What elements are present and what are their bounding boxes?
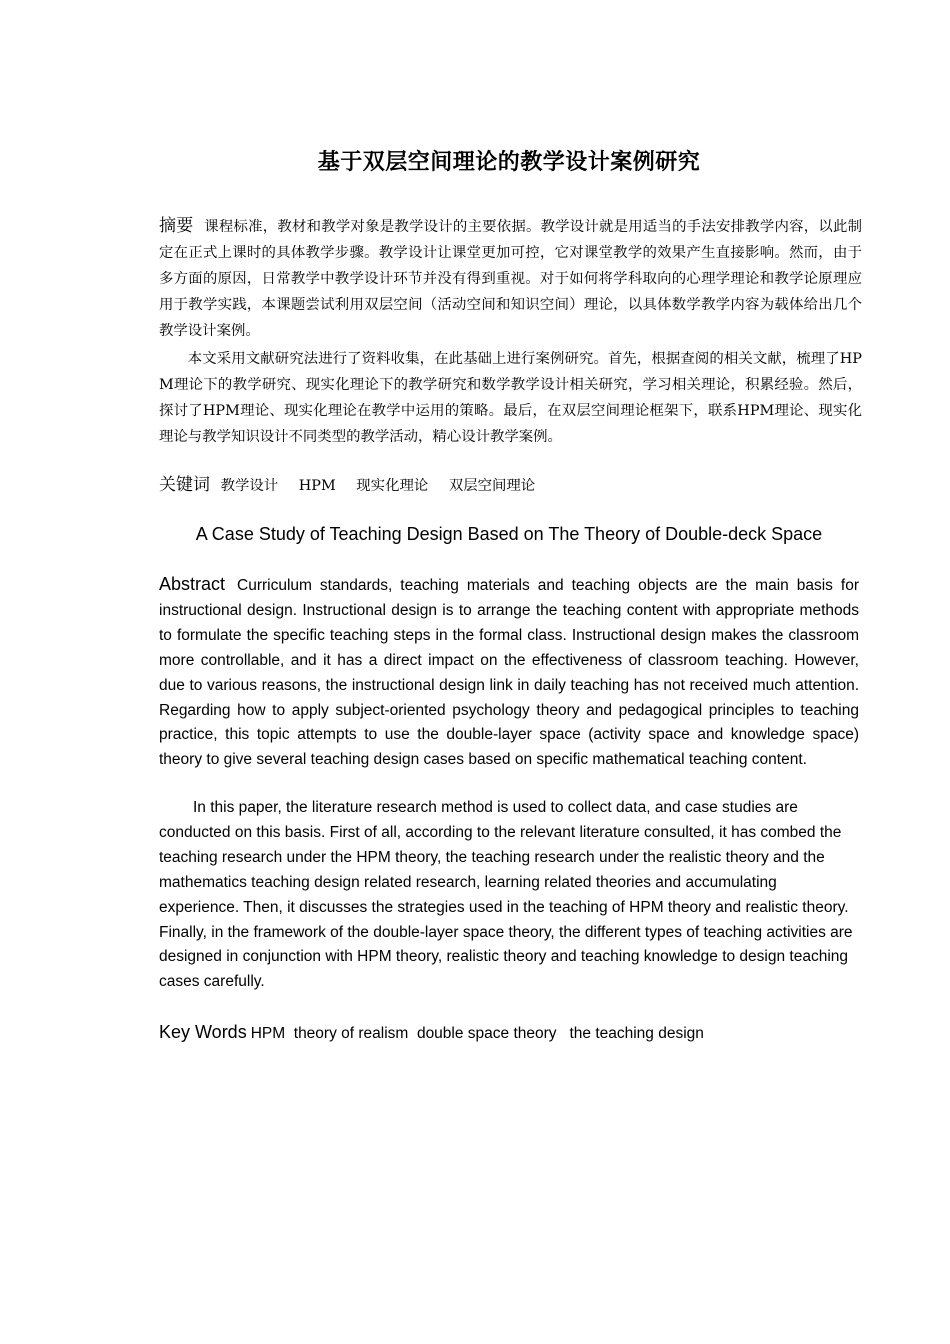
chinese-keyword: 现实化理论	[356, 478, 429, 494]
english-keywords-label: Key Words	[159, 1022, 247, 1042]
chinese-title: 基于双层空间理论的教学设计案例研究	[317, 150, 701, 175]
chinese-abstract-paragraph-1	[159, 213, 862, 344]
chinese-keyword: 双层空间理论	[448, 478, 536, 494]
english-abstract-label: Abstract	[159, 574, 226, 594]
english-abstract-paragraph-1	[159, 572, 859, 773]
chinese-abstract-paragraph-2: 本文采用文献研究法进行了资料收集，在此基础上进行案例研究。首先，根据查阅的相关文献，梳理了HPM理论下的教学研究、现实化理论下的教学研究和数学教学设计相关研究，学习相关理论，积累经验。然后，探讨了HPM理论、现实化理论在教学中运用的策略。最后，在双层空间理论框架下，联系HPM理论、现实化理论与教学知识设计不同类型的教学活动，精心设计教学案例。	[159, 351, 862, 445]
english-abstract-text-1: Curriculum standards, teaching materials and teaching objects are the main basis for instructional design. Instructional design is to arrange the teaching content with appropriate methods to formulate the specific teaching steps in the formal class. Instructional design makes the classroom more controllable, and it has a direct impact on the effectiveness of classroom teaching. However, due to various reasons, the instructional design link in daily teaching has not received much attention. Regarding how to apply subject-oriented psychology theory and pedagogical principles to teaching practice, this topic attempts to use the double-layer space (activity space and knowledge space) theory to give several teaching design cases based on specific mathematical teaching content.	[159, 577, 859, 769]
english-keywords-text: HPM theory of realism double space theory the teaching design	[250, 1025, 704, 1042]
chinese-abstract-label: 摘要	[159, 216, 194, 236]
chinese-keyword: 教学设计	[220, 478, 279, 494]
chinese-keywords-label: 关键词	[159, 475, 210, 495]
english-title: A Case Study of Teaching Design Based on The Theory of Double-deck Space	[195, 524, 823, 544]
chinese-keyword: HPM	[298, 478, 336, 494]
chinese-keywords	[159, 471, 862, 500]
english-abstract-paragraph-2: In this paper, the literature research method is used to collect data, and case studies are conducted on this basis. First of all, according to the relevant literature consulted, it has combed the teaching research under the HPM theory, the teaching research under the realistic theory and the mathematics teaching design related research, learning related theories and accumulating experience. Then, it discusses the strategies used in the teaching of HPM theory and realistic theory. Finally, in the framework of the double-layer space theory, the different types of teaching activities are designed in conjunction with HPM theory, realistic theory and teaching knowledge to design teaching cases carefully.	[159, 799, 853, 991]
chinese-abstract-text-1: 课程标准，教材和教学对象是教学设计的主要依据。教学设计就是用适当的手法安排教学内容，以此制定在正式上课时的具体教学步骤。教学设计让课堂更加可控，它对课堂教学的效果产生直接影响。然而，由于多方面的原因，日常教学中教学设计环节并没有得到重视。对于如何将学科取向的心理学理论和教学论原理应用于教学实践，本课题尝试利用双层空间（活动空间和知识空间）理论，以具体数学教学内容为载体给出几个教学设计案例。	[159, 219, 862, 339]
english-keywords	[159, 1019, 859, 1047]
